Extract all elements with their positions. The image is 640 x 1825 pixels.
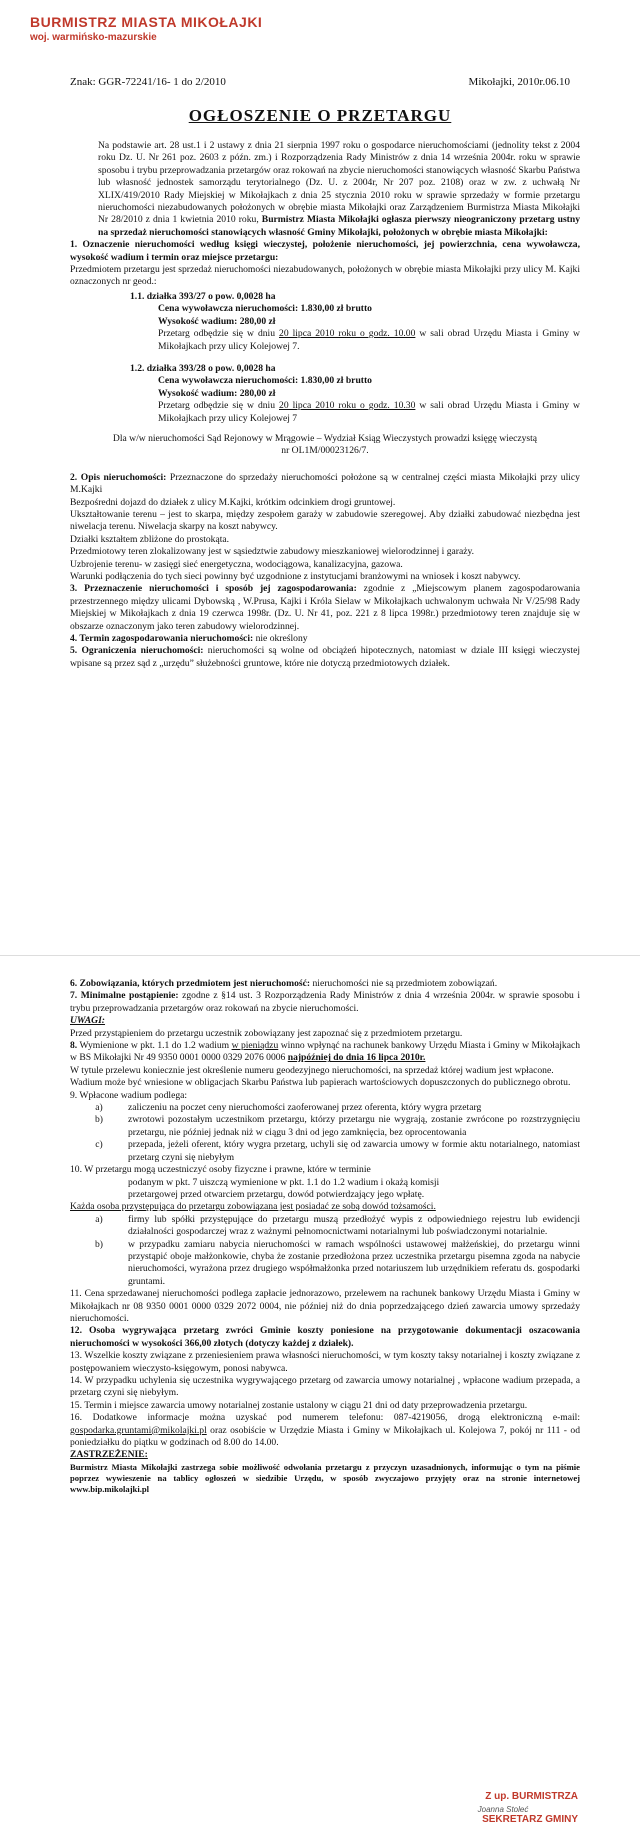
section-3-text: zgodnie z „Miejscowym planem zagospodarowania przestrzennego między ulicami Dybowską , W.Prusa, Kajki i Króla Sielaw w Mikołajkach uchwalonym uchwała Nr V/25/98 Rady Miejskiej w Mikołajkach z dnia 19 czerwca 1998r. (Dz. U. Nr 41, poz. 221 z 8 lipca 1998r.) przedmiotowy teren znajduje się w obszarze oznaczonym jako teren zabudowy wielorodzinnej.: [70, 583, 580, 632]
intro-text: Na podstawie art. 28 ust.1 i 2 ustawy z dnia 21 sierpnia 1997 roku o gospodarce nieruchomościami (jednolity tekst z 2004 roku Dz. U. Nr 261 poz. 2603 z późn. zm.) i Rozporządzenia Rady Ministrów z dnia 14 września 2004r. roku w sprawie sposobu i trybu przeprowadzania przetargów oraz rokowań na zbycie nieruchomości stanowiących własność Skarbu Państwa lub własność jednostek samorządu terytorialnego (Dz. U. z 2004r, Nr 207 poz. 2108) oraz w zw. z uchwałą Nr XLIX/419/2010 Rady Miejskiej w Mikołajkach z dnia 25 stycznia 2010 roku w sprawie sprzedaży w formie przetargu nieruchomości niezabudowanych położonych w obrębie miasta Mikołajki oraz Zarządzeniem Burmistrza Miasta Mikołajki Nr 28/2010 z dnia 1 kwietnia 2010 roku,: [98, 140, 580, 226]
announcement-body-page1: [70, 140, 580, 670]
section-10-line: podanym w pkt. 7 uiszczą wymienione w pkt. 1.1 do 1.2 wadium i okażą komisji: [128, 1176, 440, 1188]
document-title: OGŁOSZENIE O PRZETARGU: [188, 106, 452, 125]
section-6-heading: 6. Zobowiązania, których przedmiotem jest nieruchomość:: [70, 978, 311, 989]
section-8-text: Wymienione w pkt. 1.1 do 1.2 wadium: [77, 1040, 232, 1052]
section-1-heading: 1. Oznaczenie nieruchomości według księgi wieczystej, położenie nieruchomości, jej powierzchnia, cena wywoławcza, wysokość wadium i termin oraz miejsce przetargu:: [70, 239, 580, 263]
list-item: a) zaliczeniu na poczet ceny nieruchomości zaoferowanej przez oferenta, który wygra przetarg: [95, 1102, 482, 1114]
section-8-heading: 8.: [70, 1040, 78, 1052]
section-2-line: Bezpośredni dojazd do działek z ulicy M.Kajki, krótkim odcinkiem drogi gruntowej.: [70, 496, 396, 508]
place-date: Mikołajki, 2010r.06.10: [468, 76, 570, 88]
lot-1-number: 1.1.: [130, 290, 145, 302]
lot-1-when-suffix: w sali obrad Urzędu Miasta i Gminy w Mikołajkach przy ulicy Kolejowej 7.: [158, 328, 580, 352]
section-10-line: 10. W przetargu mogą uczestniczyć osoby fizyczne i prawne, które w terminie: [70, 1164, 371, 1176]
section-7-text: zgodne z §14 ust. 3 Rozporządzenia Rady Ministrów z dnia 4 września 2004r. w sprawie sposobu i trybu przeprowadzania przetargów oraz rokowań na zbycie nieruchomości.: [70, 990, 580, 1014]
signature-name: Joanna Stoleć: [477, 1805, 529, 1814]
list-item: b) zwrotowi pozostałym uczestnikom przetargu, którzy przetargu nie wygrają, zostanie zwrócone po rozstrzygnięciu przetargu, nie później jednak niż w ciągu 3 dni od jego zamknięcia, bez oprocentowania: [95, 1114, 580, 1138]
section-16-text: 16. Dodatkowe informacje można uzyskać pod numerem telefonu: 087-4219056, drogą elektroniczną e-mail:: [70, 1412, 580, 1424]
section-8-line: Wadium może być wniesione w obligacjach Skarbu Państwa lub papierach wartościowych dopuszczonych do publicznego obrotu.: [70, 1077, 571, 1089]
section-2-line: Ukształtowanie terenu – jest to skarpa, między zespołem garaży w zabudowie szeregowej. Aby działki zabudować niezbędna jest niwelacja terenu. Niwelacja skarpy na koszt nabywcy.: [70, 508, 580, 533]
office-stamp: [30, 14, 262, 43]
section-6-text: nieruchomości nie są przedmiotem zobowiązań.: [310, 978, 498, 989]
signature-line-1: Z up. BURMISTRZA: [485, 1791, 578, 1802]
section-13: 13. Wszelkie koszty związane z przeniesieniem prawa własności nieruchomości, w tym koszty taksy notarialnej i koszty związane z postępowaniem wieczysto-księgowym, ponosi nabywca.: [70, 1350, 580, 1374]
section-3-heading: 3. Przeznaczenie nieruchomości i sposób jej zagospodarowania:: [70, 583, 357, 595]
land-register-note: Dla w/w nieruchomości Sąd Rejonowy w Mrągowie – Wydział Ksiąg Wieczystych prowadzi księgę wieczystą nr OL1M/00023126/7.: [112, 432, 538, 457]
lot-2-price: Cena wywoławcza nieruchomości: 1.830,00 zł brutto: [158, 375, 372, 387]
list-item: c) przepada, jeżeli oferent, który wygra przetarg, uchyli się od zawarcia umowy w formie aktu notarialnego, natomiast przetarg czyni się niebyłym: [95, 1139, 580, 1163]
announcement-body-page2: [70, 978, 580, 1495]
section-11: 11. Cena sprzedawanej nieruchomości podlega zapłacie jednorazowo, przelewem na rachunek bankowy Urzędu Miasta i Gminy w Mikołajkach nr 08 9350 0001 0000 0329 2072 0004, nie później niż do dnia poprzedzającego dzień zawarcia umowy sprzedaży nieruchomości.: [70, 1288, 580, 1324]
lot-2: [70, 363, 580, 425]
email-link[interactable]: gospodarka.gruntami@mikolajki.pl: [70, 1424, 207, 1436]
lot-1-deposit: Wysokość wadium: 280,00 zł: [158, 315, 276, 327]
section-8-line: W tytule przelewu koniecznie jest określenie numeru geodezyjnego nieruchomości, na sprzedaż której wadium jest wpłacone.: [70, 1064, 554, 1076]
intro-bold-text: Burmistrz Miasta Mikołajki ogłasza pierwszy nieograniczony przetarg ustny na sprzedaż nieruchomości stanowiących własność Gminy Mikołajki, położonych w obrębie miasta Mikołajki:: [98, 214, 581, 238]
notes-heading: UWAGI:: [70, 1015, 106, 1027]
reservation-text: Burmistrz Miasta Mikołajki zastrzega sobie możliwość odwołania przetargu z przyczyn uzasadnionych, informując o tym na piśmie poprzez wywieszenie na tablicy ogłoszeń w siedzibie Urzędu, w sposób zwyczajowo przyjęty oraz na stronie internetowej www.bip.mikolajki.pl: [70, 1461, 580, 1494]
section-2-heading: 2. Opis nieruchomości:: [70, 471, 167, 483]
lot-1-when-prefix: Przetarg odbędzie się w dniu: [158, 328, 280, 340]
lot-2-date-time: 20 lipca 2010 roku o godz. 10.30: [279, 400, 416, 412]
lot-2-number: 1.2.: [130, 362, 145, 374]
section-2-line: Warunki podłączenia do tych sieci powinny być uzgodnione z instytucjami branżowymi na wniosek i koszt nabywcy.: [70, 571, 521, 582]
intro-paragraph: [70, 140, 580, 239]
section-10-line: przetargowej przed otwarciem przetargu, dowód potwierdzający jego wpłatę.: [128, 1188, 425, 1200]
reference-number: Znak: GGR-72241/16- 1 do 2/2010: [70, 76, 226, 88]
section-8-cash: w pieniądzu: [231, 1040, 279, 1052]
section-2-line: Przedmiotowy teren zlokalizowany jest w sąsiedztwie zabudowy mieszkaniowej wielorodzinnej i garaży.: [70, 546, 475, 558]
lot-2-when-suffix: w sali obrad Urzędu Miasta i Gminy w Mikołajkach przy ulicy Kolejowej 7: [158, 400, 580, 424]
section-8-account: winno wpłynąć na rachunek bankowy Urzędu Miasta i Gminy w Mikołajkach w BS Mikołajki Nr 49 9350 0001 0000 0329 2076 0006: [70, 1040, 581, 1064]
lot-2-deposit: Wysokość wadium: 280,00 zł: [158, 387, 276, 399]
section-2-line: Działki kształtem zbliżone do prostokąta.: [70, 533, 230, 545]
section-12: 12. Osoba wygrywająca przetarg zwróci Gminie koszty poniesione na przygotowanie dokumentacji oszacowania nieruchomości w wysokości 366,00 złotych (dotyczy każdej z działek).: [70, 1325, 580, 1349]
deposit-deadline: najpóźniej do dnia 16 lipca 2010r.: [287, 1052, 426, 1064]
section-5-heading: 5. Ograniczenia nieruchomości:: [70, 645, 204, 657]
section-15: 15. Termin i miejsce zawarcia umowy notarialnej zostanie ustalony w ciągu 21 dni od daty przeprowadzenia przetargu.: [70, 1399, 528, 1411]
lot-1: [70, 291, 580, 353]
lot-2-name: działka 393/28 o pow. 0,0028 ha: [146, 362, 276, 374]
lot-2-when-prefix: Przetarg odbędzie się w dniu: [158, 400, 280, 412]
section-9-heading: 9. Wpłacone wadium podlega:: [70, 1089, 188, 1101]
lot-1-name: działka 393/27 o pow. 0,0028 ha: [146, 290, 276, 302]
section-16-suffix: oraz osobiście w Urzędzie Miasta i Gminy w Mikołajkach ul. Kolejowa 7, pokój nr 111 - od poniedziałku do piątku w godzinach od 8.00 do 14.00.: [70, 1424, 580, 1449]
identity-requirement: Każda osoba przystępująca do przetargu zobowiązana jest posiadać ze sobą dowód tożsamości.: [70, 1201, 436, 1213]
stamp-line-1: BURMISTRZ MIASTA MIKOŁAJKI: [30, 14, 263, 30]
list-item: a) firmy lub spółki przystępujące do przetargu muszą przedłożyć wypis z odpowiedniego rejestru lub ewidencji działalności gospodarczej wraz z ważnymi pełnomocnictwami notarialnymi lub poświadczonymi notarialnie.: [95, 1213, 580, 1238]
lot-1-price: Cena wywoławcza nieruchomości: 1.830,00 zł brutto: [158, 303, 372, 315]
section-2-line: Uzbrojenie terenu- w zasięgi sieć energetyczna, wodociągowa, kanalizacyjna, gazowa.: [70, 558, 403, 570]
section-5-text: nieruchomości są wolne od obciążeń hipotecznych, natomiast w dziale III księgi wieczystej wpisane są przez sąd z „urzędu” służebności gruntowe, które nie dotyczą przedmiotowych działek.: [70, 645, 581, 669]
section-4-text: nie określony: [253, 633, 308, 645]
document-sheet-2: [0, 955, 640, 1825]
list-item: b) w przypadku zamiaru nabycia nieruchomości w ramach wspólności ustawowej małżeńskiej, do przetargu winni przystąpić oboje małżonkowie, chyba że zostanie przedłożona przez uczestnika przetargu pisemna zgoda na nabycie nieruchomości, wyrażona przez drugiego współmałżonka przed notariuszem lub urzędnikiem referatu ds. gospodarki gruntami.: [95, 1238, 580, 1287]
signature-stamp: [428, 1791, 578, 1825]
section-1-text: Przedmiotem przetargu jest sprzedaż nieruchomości niezabudowanych, położonych w obrębie miasta Mikołajki przy ulicy M. Kajki oznaczonych nr geod.:: [70, 264, 580, 288]
section-14: 14. W przypadku uchylenia się uczestnika wygrywającego przetarg od zawarcia umowy notarialnej , wpłacone wadium przepada, a przetarg czyni się niebyłym.: [70, 1375, 580, 1399]
section-7-heading: 7. Minimalne postąpienie:: [70, 990, 179, 1002]
stamp-line-2: woj. warmińsko-mazurskie: [30, 32, 157, 43]
signature-title: SEKRETARZ GMINY: [482, 1814, 578, 1825]
reservation-heading: ZASTRZEŻENIE:: [70, 1449, 148, 1461]
section-2-text: Przeznaczone do sprzedaży nieruchomości położone są w centralnej części miasta Mikołajki przy ulicy M.Kajki: [70, 471, 580, 496]
notes-text: Przed przystąpieniem do przetargu uczestnik zobowiązany jest zapoznać się z przedmiotem przetargu.: [70, 1027, 463, 1039]
lot-1-date-time: 20 lipca 2010 roku o godz. 10.00: [279, 328, 416, 340]
section-4-heading: 4. Termin zagospodarowania nieruchomości:: [70, 633, 254, 645]
